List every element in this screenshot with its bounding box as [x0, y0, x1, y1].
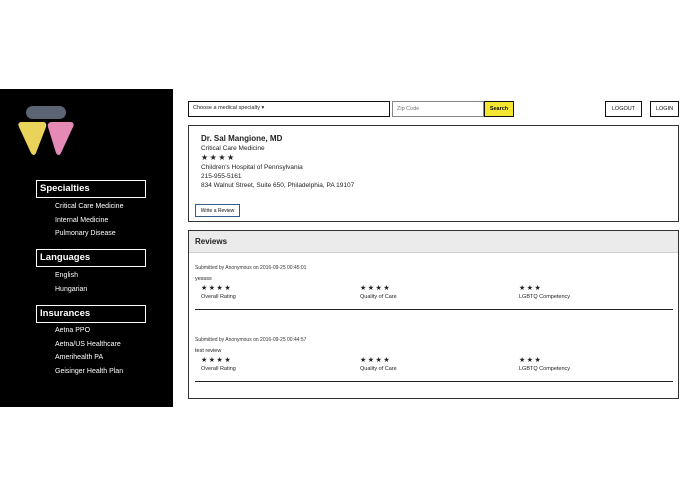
lgbtq-competency-label: LGBTQ Competency — [519, 366, 571, 372]
doctor-rating-stars: ★★★★ — [201, 153, 236, 163]
quality-of-care-label: Quality of Care — [360, 294, 397, 300]
quality-of-care-label: Quality of Care — [360, 366, 397, 372]
insurances-list — [55, 324, 123, 378]
lgbtq-competency-stars: ★★★ — [519, 357, 543, 364]
overall-rating — [201, 357, 236, 373]
zip-code-input[interactable] — [392, 101, 484, 117]
review-text: test review — [195, 348, 222, 354]
quality-of-care-rating — [360, 357, 397, 373]
sidebar-item-specialty[interactable]: Critical Care Medicine — [55, 203, 124, 210]
doctor-card — [188, 125, 679, 222]
sidebar-item-insurance[interactable]: Aetna PPO — [55, 327, 91, 334]
doctor-name: Dr. Sal Mangione, MD — [201, 134, 283, 143]
write-review-button[interactable]: Write a Review — [195, 204, 240, 217]
lgbtq-competency-rating — [519, 357, 570, 373]
main-content — [173, 89, 695, 407]
logo-slate-shape — [26, 106, 66, 119]
insurances-heading: Insurances — [36, 305, 146, 323]
specialties-heading: Specialties — [36, 180, 146, 198]
review-divider — [195, 381, 673, 382]
reviews-heading: Reviews — [189, 231, 678, 253]
sidebar-item-insurance[interactable]: Amerihealth PA — [55, 354, 104, 361]
quality-of-care-stars: ★★★★ — [360, 357, 392, 364]
reviews-panel — [188, 230, 679, 399]
specialty-dropdown[interactable]: Choose a medical specialty ▾ — [188, 101, 390, 117]
logo-yellow-shape — [18, 122, 46, 155]
review-meta: Submitted by Anonymous on 2016-09-25 00:44:57 — [195, 337, 307, 343]
review-item — [195, 265, 673, 325]
doctor-phone: 215-955-5161 — [201, 173, 242, 181]
review-item — [195, 337, 673, 397]
sidebar-item-specialty[interactable]: Internal Medicine — [55, 216, 109, 224]
review-text: yessss — [195, 276, 212, 282]
overall-rating-stars: ★★★★ — [201, 285, 233, 292]
sidebar — [0, 89, 173, 407]
doctor-hospital: Children's Hospital of Pennsylvania — [201, 163, 303, 171]
quality-of-care-stars: ★★★★ — [360, 285, 392, 292]
sidebar-item-insurance[interactable]: Geisinger Health Plan — [55, 367, 124, 375]
logo-pink-shape — [48, 122, 74, 155]
quality-of-care-rating — [360, 285, 397, 301]
review-divider — [195, 309, 673, 310]
logout-button[interactable]: LOGOUT — [605, 101, 642, 117]
overall-rating-label: Overall Rating — [201, 294, 236, 300]
lgbtq-competency-stars: ★★★ — [519, 285, 543, 292]
review-meta: Submitted by Anonymous on 2016-09-25 00:45:01 — [195, 265, 307, 271]
doctor-specialty: Critical Care Medicine — [201, 145, 265, 152]
lgbtq-competency-rating — [519, 285, 570, 301]
login-button[interactable]: LOGIN — [650, 101, 679, 117]
search-button[interactable]: Search — [484, 101, 514, 117]
sidebar-item-specialty[interactable]: Pulmonary Disease — [55, 230, 116, 237]
lgbtq-competency-label: LGBTQ Competency — [519, 294, 571, 300]
sidebar-item-insurance[interactable]: Aetna/US Healthcare — [55, 340, 121, 348]
overall-rating-label: Overall Rating — [201, 366, 236, 372]
app-window — [0, 89, 695, 407]
languages-list — [55, 269, 87, 296]
languages-heading: Languages — [36, 249, 146, 267]
specialties-list — [55, 200, 123, 241]
doctor-address: 834 Walnut Street, Suite 650, Philadelphia, PA 19107 — [201, 182, 355, 190]
sidebar-item-language[interactable]: Hungarian — [55, 285, 88, 293]
app-logo[interactable] — [16, 106, 76, 158]
overall-rating — [201, 285, 236, 301]
overall-rating-stars: ★★★★ — [201, 357, 233, 364]
sidebar-item-language[interactable]: English — [55, 272, 78, 279]
